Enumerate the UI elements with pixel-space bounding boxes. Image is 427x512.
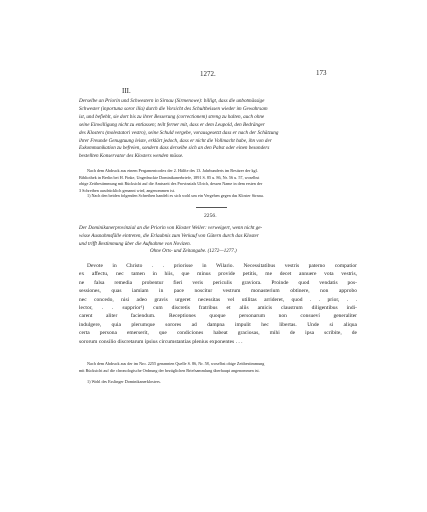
body-line: Devote in Christo . . priorisse in Wilario. Necessitatibus vestris paterno compatior [87,263,357,269]
body-line: carent aliter faciendum. Receptiones quoque personarum non consueví generaliter [79,313,357,320]
text-line: Exkommunikation zu befreien, sondern dass derselbe sich an den Pabst oder einen besonders [79,145,270,152]
body-line: lector, . . supprior¹) cum discretis fratribus et aliis amicis claustrum diligentibus indi- [79,305,357,312]
text-line: ist, und befiehlt, sie dort bis zu ihrer Besserung (correctionem) streng zu halten, auch ohne [79,113,265,120]
text-line: des Klosters (molestatori vestro), seine Schuld vergebe, vorausgesetzt dass er nach der Schätzung [79,129,279,136]
footnote-2 [79,379,357,386]
text-line: Schwester (inportuna soror illa) durch die Vorsicht des Schultheissen wieder im Gewahrsam [79,105,268,112]
document-number: 2256. [204,213,217,219]
running-head-year: 1272. [200,70,216,78]
body-line: ex affectu, nec tamen in hiis, que minus provide petitis, me decet annuere vota vestris, [79,271,357,278]
body-line: ne falsa remedia probentur fieri veris periculis graviora. Proinde quod vendatis pos- [79,279,357,286]
footnote-1 [79,193,357,200]
date-line: Ohne Orts- und Zeitangabe. (1272—1277.) [150,249,237,254]
section-divider [196,207,227,208]
source-note-2 [79,361,357,374]
latin-body-text [79,262,357,346]
body-line: sororum consilio discretarum ipsius circumstantias plenius exponentes . . . [79,338,243,345]
text-line: seine Einwilligung nicht zu entlassen; teilt ferner mit, dass er dem Leupold, den Bedränger [79,121,265,128]
text-line: wisse Ausnahmsfälle eintreten, die Erlaubnis zum Verkauf von Gütern durch das Kloster [79,232,259,239]
body-line: sessiones, quas iamiam in pace noscitur vestrum monasterium obtinere, non approbo [79,288,357,295]
text-line: und trifft Bestimmung über die Aufnahme von Novizen. [79,240,191,247]
note-line: Nach dem Abdruck aus der im Nro. 2255 genannten Quelle S. 86, Nr. 58, woselbst obige Zeitbestimmung [87,361,265,366]
body-line: indulgere, quia plerumque sorores ad dampna impulit hec libertas. Unde si aliqua [79,321,357,328]
text-line: ihrer Freunde Genugtuung leiste, erklärt jedoch, dass er nicht die Vollmacht habe, ihn von der [79,137,272,144]
note-line: Nach dem Abdruck aus einem Pergamentcodex der 2. Hälfte des 13. Jahrhunderts im Besitzer der kgl. [87,168,258,173]
regest-paragraph-1 [79,98,357,161]
text-line: Derselbe an Priorin und Schwestern in Sirnau (Sirmenowe): billigt, dass die unbotmässige [79,98,265,104]
note-line: 3 Schreiben ausdrücklich genannt wird, angenommen ist. [79,187,176,193]
body-line: certa persona emerserit, que condiciones habeat graciosas, mihi de ipsa scribite, de [79,330,357,337]
regest-paragraph-2 [79,225,357,249]
footnote-line: 1) Nach den beiden folgenden Schreiben handelt es sich wohl um ein Vergehen gegen das Kloster Sirnau. [87,193,264,198]
text-line: bestellten Konservator des Klosters wenden müsse. [79,153,184,160]
body-line: nec concedo, nisi adeo gravis urgeret necessitas vel utilitas arrideret, quod . . prior, . . [79,296,357,303]
section-numeral: III. [122,87,131,95]
source-note-1 [79,168,357,194]
note-line: obige Zeitbestimmung mit Rücksicht auf die Amtszeit des Provinzials Ulrich, dessen Name in dem ersten der [79,181,263,187]
note-line: mit Rücksicht auf die chronologische Ordnung der bezüglichen Briefsammlung überhaupt angenommen ist. [79,367,260,373]
page-number: 173 [316,69,327,77]
footnote-line: 1) Wohl des Esslinger Dominikanerklosters. [87,379,161,384]
text-line: Der Dominikanerprovinzial an die Priorin von Kloster Weiler: verweigert, wenn nicht ge- [79,225,263,231]
note-line: Bibliothek in Berlin bei H. Finke, Ungedruckte Dominikanerbriefe, 1891 S. 85 u. 86, Nr. 56 u. 57, woselbst [79,174,260,180]
